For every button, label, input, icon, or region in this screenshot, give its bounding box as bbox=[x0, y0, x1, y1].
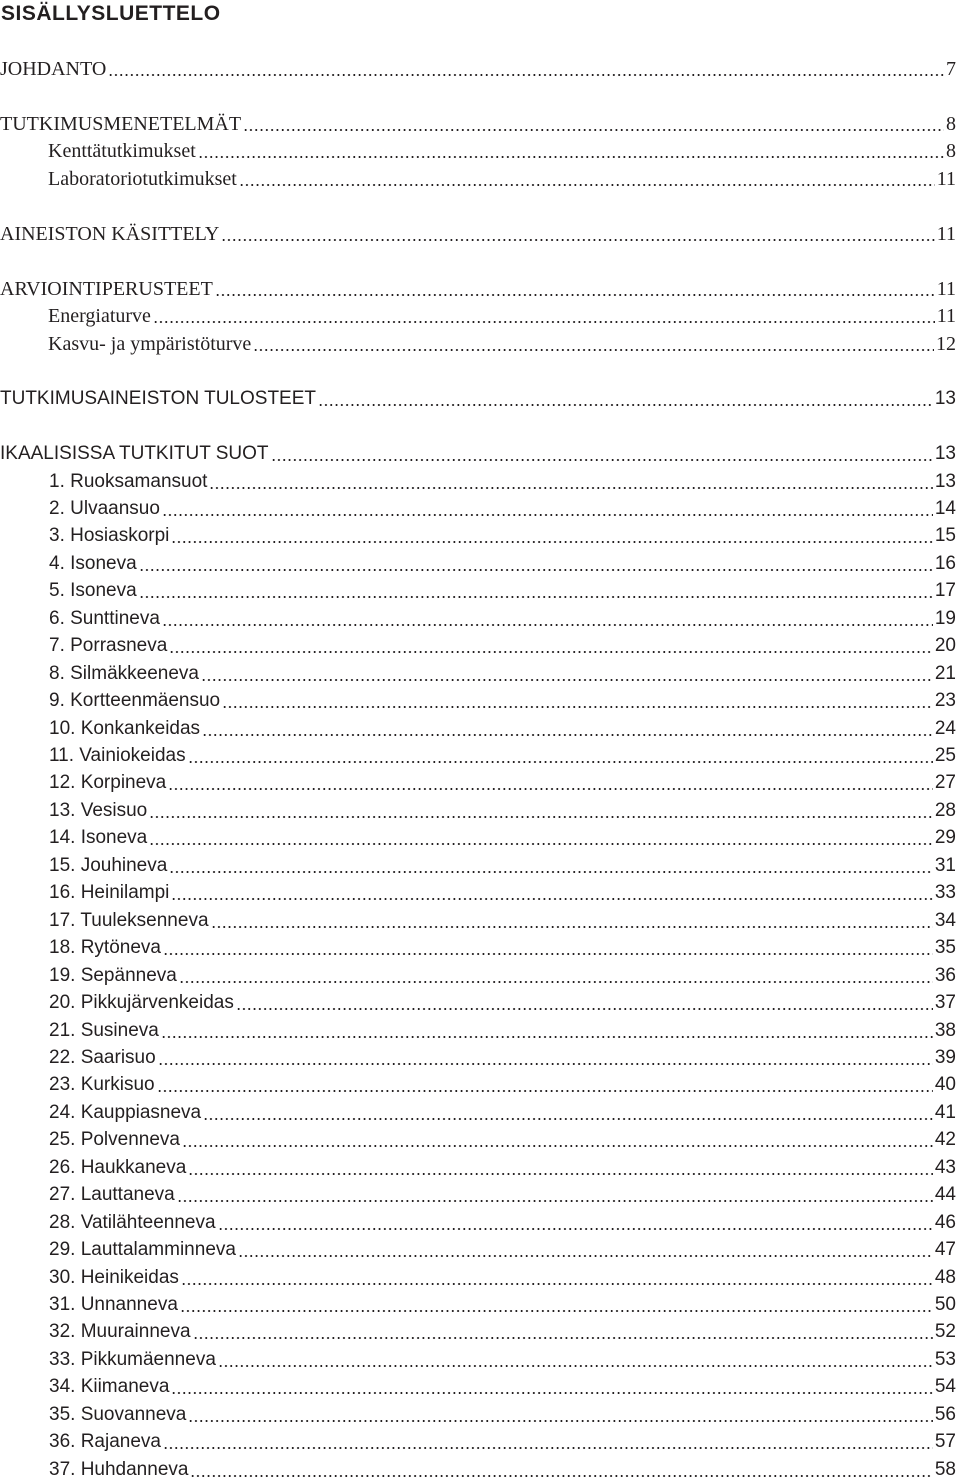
dot-leader bbox=[180, 1308, 933, 1312]
toc-entry-label: Kenttätutkimukset bbox=[48, 140, 196, 162]
dot-leader bbox=[271, 457, 933, 461]
dot-leader bbox=[218, 1363, 933, 1367]
toc-entry[interactable] bbox=[49, 744, 956, 768]
toc-entry-label: 16. Heinilampi bbox=[49, 882, 170, 903]
toc-entry[interactable] bbox=[49, 826, 956, 850]
toc-entry-page-number: 47 bbox=[934, 1239, 956, 1260]
toc-entry-label: 23. Kurkisuo bbox=[49, 1074, 155, 1095]
dot-leader bbox=[215, 292, 935, 296]
dot-leader bbox=[169, 649, 933, 653]
toc-entry-page-number: 42 bbox=[934, 1129, 956, 1150]
dot-leader bbox=[171, 896, 932, 900]
toc-entry-label: 19. Sepänneva bbox=[49, 965, 177, 986]
toc-entry[interactable] bbox=[49, 1073, 956, 1097]
toc-entry-label: 15. Jouhineva bbox=[49, 855, 168, 876]
toc-entry-page-number: 13 bbox=[934, 471, 956, 492]
toc-entry-label: 27. Lauttaneva bbox=[49, 1184, 175, 1205]
toc-entry-page-number: 58 bbox=[934, 1459, 956, 1480]
toc-entry[interactable] bbox=[49, 1156, 956, 1180]
dot-leader bbox=[198, 154, 944, 158]
toc-entry[interactable] bbox=[49, 1430, 956, 1454]
dot-leader bbox=[243, 127, 944, 131]
dot-leader bbox=[149, 814, 933, 818]
toc-entry-label: 34. Kiimaneva bbox=[49, 1376, 170, 1397]
dot-leader bbox=[169, 869, 933, 873]
toc-entry-page-number: 12 bbox=[936, 333, 956, 355]
toc-entry-page-number: 11 bbox=[936, 305, 956, 327]
dot-leader bbox=[158, 1061, 933, 1065]
toc-entry[interactable] bbox=[49, 470, 956, 494]
dot-leader bbox=[221, 237, 934, 241]
dot-leader bbox=[253, 347, 934, 351]
dot-leader bbox=[171, 1390, 932, 1394]
toc-entry[interactable] bbox=[0, 387, 956, 411]
toc-entry-page-number: 27 bbox=[934, 772, 956, 793]
toc-entry-page-number: 17 bbox=[934, 580, 956, 601]
toc-entry-label: 3. Hosiaskorpi bbox=[49, 525, 170, 546]
toc-entry-label: 24. Kauppiasneva bbox=[49, 1102, 202, 1123]
toc-entry-page-number: 8 bbox=[946, 140, 956, 162]
toc-entry[interactable] bbox=[49, 881, 956, 905]
toc-entry-label: 37. Huhdanneva bbox=[49, 1459, 189, 1480]
toc-entry-page-number: 11 bbox=[936, 223, 956, 245]
toc-entry-label: 28. Vatilähteenneva bbox=[49, 1212, 216, 1233]
dot-leader bbox=[211, 924, 933, 928]
toc-entry[interactable] bbox=[0, 57, 956, 81]
toc-entry-label: 1. Ruoksamansuot bbox=[49, 471, 208, 492]
toc-entry[interactable] bbox=[49, 1403, 956, 1427]
dot-leader bbox=[163, 951, 933, 955]
toc-entry-page-number: 15 bbox=[934, 525, 956, 546]
toc-entry[interactable] bbox=[49, 1348, 956, 1372]
toc-entry[interactable] bbox=[49, 964, 956, 988]
dot-leader bbox=[149, 841, 933, 845]
toc-entry[interactable] bbox=[49, 1046, 956, 1070]
toc-entry-page-number: 14 bbox=[934, 498, 956, 519]
toc-entry-page-number: 8 bbox=[946, 113, 956, 135]
toc-entry-page-number: 20 bbox=[934, 635, 956, 656]
toc-entry-page-number: 53 bbox=[934, 1349, 956, 1370]
toc-entry-page-number: 41 bbox=[934, 1102, 956, 1123]
toc-entry-label: 14. Isoneva bbox=[49, 827, 148, 848]
toc-entry-page-number: 43 bbox=[934, 1157, 956, 1178]
toc-entry-label: 10. Konkankeidas bbox=[49, 718, 201, 739]
toc-entry-label: TUTKIMUSAINEISTON TULOSTEET bbox=[0, 388, 317, 409]
toc-entry[interactable] bbox=[49, 1375, 956, 1399]
toc-entry-page-number: 11 bbox=[936, 168, 956, 190]
toc-entry-label: 5. Isoneva bbox=[49, 580, 137, 601]
dot-leader bbox=[218, 1226, 933, 1230]
toc-entry-label: AINEISTON KÄSITTELY bbox=[0, 223, 220, 245]
toc-entry[interactable] bbox=[49, 1211, 956, 1235]
toc-entry-label: 4. Isoneva bbox=[49, 553, 137, 574]
toc-entry[interactable] bbox=[49, 854, 956, 878]
toc-entry-label: 12. Korpineva bbox=[49, 772, 167, 793]
toc-entry-label: 20. Pikkujärvenkeidas bbox=[49, 992, 234, 1013]
toc-entry-label: 6. Sunttineva bbox=[49, 608, 160, 629]
toc-entry-page-number: 40 bbox=[934, 1074, 956, 1095]
dot-leader bbox=[318, 402, 933, 406]
toc-entry-label: 2. Ulvaansuo bbox=[49, 498, 160, 519]
toc-entry[interactable] bbox=[49, 936, 956, 960]
dot-leader bbox=[188, 1418, 933, 1422]
dot-leader bbox=[182, 1143, 933, 1147]
toc-entry[interactable] bbox=[49, 799, 956, 823]
toc-entry[interactable] bbox=[49, 909, 956, 933]
dot-leader bbox=[163, 1445, 933, 1449]
toc-entry-page-number: 50 bbox=[934, 1294, 956, 1315]
toc-entry[interactable] bbox=[48, 332, 956, 356]
dot-leader bbox=[238, 1253, 933, 1257]
toc-entry[interactable] bbox=[49, 1266, 956, 1290]
toc-entry[interactable] bbox=[48, 167, 956, 191]
dot-leader bbox=[179, 979, 933, 983]
dot-leader bbox=[139, 594, 933, 598]
toc-entry-page-number: 24 bbox=[934, 718, 956, 739]
toc-entry-page-number: 48 bbox=[934, 1267, 956, 1288]
dot-leader bbox=[193, 1335, 933, 1339]
toc-entry[interactable] bbox=[49, 607, 956, 631]
dot-leader bbox=[161, 1034, 933, 1038]
toc-entry-label: 36. Rajaneva bbox=[49, 1431, 161, 1452]
toc-entry-page-number: 37 bbox=[934, 992, 956, 1013]
dot-leader bbox=[239, 182, 935, 186]
toc-entry-label: 32. Muurainneva bbox=[49, 1321, 191, 1342]
dot-leader bbox=[188, 1171, 933, 1175]
dot-leader bbox=[202, 732, 933, 736]
toc-entry-label: 11. Vainiokeidas bbox=[49, 745, 186, 766]
toc-entry-page-number: 29 bbox=[934, 827, 956, 848]
toc-entry[interactable] bbox=[49, 689, 956, 713]
toc-entry[interactable] bbox=[49, 662, 956, 686]
toc-entry[interactable] bbox=[0, 277, 956, 301]
dot-leader bbox=[171, 539, 932, 543]
toc-entry-page-number: 52 bbox=[934, 1321, 956, 1342]
toc-entry-page-number: 13 bbox=[934, 388, 956, 409]
toc-entry-label: 8. Silmäkkeeneva bbox=[49, 663, 199, 684]
dot-leader bbox=[222, 704, 933, 708]
toc-entry-page-number: 38 bbox=[934, 1020, 956, 1041]
toc-entry[interactable] bbox=[49, 579, 956, 603]
toc-entry[interactable] bbox=[49, 717, 956, 741]
toc-entry-label: 17. Tuuleksenneva bbox=[49, 910, 209, 931]
toc-entry-page-number: 21 bbox=[934, 663, 956, 684]
dot-leader bbox=[162, 622, 933, 626]
toc-entry-label: Laboratoriotutkimukset bbox=[48, 168, 237, 190]
toc-entry[interactable] bbox=[0, 112, 956, 136]
toc-entry-label: ARVIOINTIPERUSTEET bbox=[0, 278, 213, 300]
toc-entry-label: 29. Lauttalamminneva bbox=[49, 1239, 236, 1260]
toc-entry-label: 31. Unnanneva bbox=[49, 1294, 178, 1315]
toc-entry-page-number: 31 bbox=[934, 855, 956, 876]
toc-entry[interactable] bbox=[49, 552, 956, 576]
dot-leader bbox=[188, 759, 933, 763]
toc-entry-label: JOHDANTO bbox=[0, 58, 107, 80]
toc-entry[interactable] bbox=[49, 1183, 956, 1207]
toc-entry-page-number: 57 bbox=[934, 1431, 956, 1452]
toc-entry-label: 26. Haukkaneva bbox=[49, 1157, 187, 1178]
dot-leader bbox=[108, 72, 944, 76]
toc-entry-page-number: 36 bbox=[934, 965, 956, 986]
toc-entry-label: IKAALISISSA TUTKITUT SUOT bbox=[0, 443, 269, 464]
toc-entry[interactable] bbox=[48, 139, 956, 163]
toc-entry-page-number: 25 bbox=[934, 745, 956, 766]
toc-entry[interactable] bbox=[49, 1293, 956, 1317]
toc-entry-page-number: 13 bbox=[934, 443, 956, 464]
dot-leader bbox=[157, 1088, 933, 1092]
toc-entry-page-number: 11 bbox=[936, 278, 956, 300]
toc-entry[interactable] bbox=[49, 991, 956, 1015]
toc-entry[interactable] bbox=[49, 497, 956, 521]
toc-entry-page-number: 23 bbox=[934, 690, 956, 711]
toc-entry-page-number: 46 bbox=[934, 1212, 956, 1233]
toc-entry-label: 22. Saarisuo bbox=[49, 1047, 156, 1068]
dot-leader bbox=[236, 1006, 933, 1010]
dot-leader bbox=[162, 512, 933, 516]
dot-leader bbox=[203, 1116, 933, 1120]
dot-leader bbox=[181, 1281, 933, 1285]
dot-leader bbox=[139, 567, 933, 571]
toc-entry-label: 35. Suovanneva bbox=[49, 1404, 187, 1425]
dot-leader bbox=[153, 319, 935, 323]
toc-entry[interactable] bbox=[49, 771, 956, 795]
toc-entry-label: 21. Susineva bbox=[49, 1020, 159, 1041]
toc-entry[interactable] bbox=[49, 1019, 956, 1043]
toc-entry-page-number: 33 bbox=[934, 882, 956, 903]
toc-entry-page-number: 35 bbox=[934, 937, 956, 958]
toc-entry-page-number: 34 bbox=[934, 910, 956, 931]
toc-entry[interactable] bbox=[48, 304, 956, 328]
toc-entry-page-number: 44 bbox=[934, 1184, 956, 1205]
toc-entry-label: 33. Pikkumäenneva bbox=[49, 1349, 216, 1370]
toc-entry-label: 30. Heinikeidas bbox=[49, 1267, 179, 1288]
toc-entry-page-number: 28 bbox=[934, 800, 956, 821]
toc-entry-label: TUTKIMUSMENETELMÄT bbox=[0, 113, 242, 135]
toc-entry-label: 7. Porrasneva bbox=[49, 635, 168, 656]
toc-entry[interactable] bbox=[49, 1458, 956, 1482]
toc-entry[interactable] bbox=[0, 442, 956, 466]
dot-leader bbox=[201, 677, 933, 681]
toc-entry-page-number: 7 bbox=[946, 58, 956, 80]
toc-entry-label: Energiaturve bbox=[48, 305, 151, 327]
toc-entry-page-number: 54 bbox=[934, 1376, 956, 1397]
toc-entry-page-number: 16 bbox=[934, 553, 956, 574]
page-title: SISÄLLYSLUETTELO bbox=[1, 2, 221, 25]
toc-entry[interactable] bbox=[49, 1320, 956, 1344]
toc-entry-label: Kasvu- ja ympäristöturve bbox=[48, 333, 252, 355]
toc-entry[interactable] bbox=[49, 1101, 956, 1125]
toc-entry-label: 18. Rytöneva bbox=[49, 937, 161, 958]
toc-entry-label: 25. Polvenneva bbox=[49, 1129, 180, 1150]
toc-entry-label: 9. Kortteenmäensuo bbox=[49, 690, 221, 711]
toc-entry[interactable] bbox=[0, 222, 956, 246]
toc-entry[interactable] bbox=[49, 524, 956, 548]
dot-leader bbox=[177, 1198, 933, 1202]
dot-leader bbox=[209, 485, 932, 489]
toc-entry-page-number: 19 bbox=[934, 608, 956, 629]
toc-entry-label: 13. Vesisuo bbox=[49, 800, 148, 821]
dot-leader bbox=[190, 1473, 932, 1477]
toc-entry-page-number: 56 bbox=[934, 1404, 956, 1425]
toc-entry[interactable] bbox=[49, 634, 956, 658]
toc-entry[interactable] bbox=[49, 1238, 956, 1262]
toc-entry-page-number: 39 bbox=[934, 1047, 956, 1068]
toc-entry[interactable] bbox=[49, 1128, 956, 1152]
dot-leader bbox=[168, 786, 933, 790]
